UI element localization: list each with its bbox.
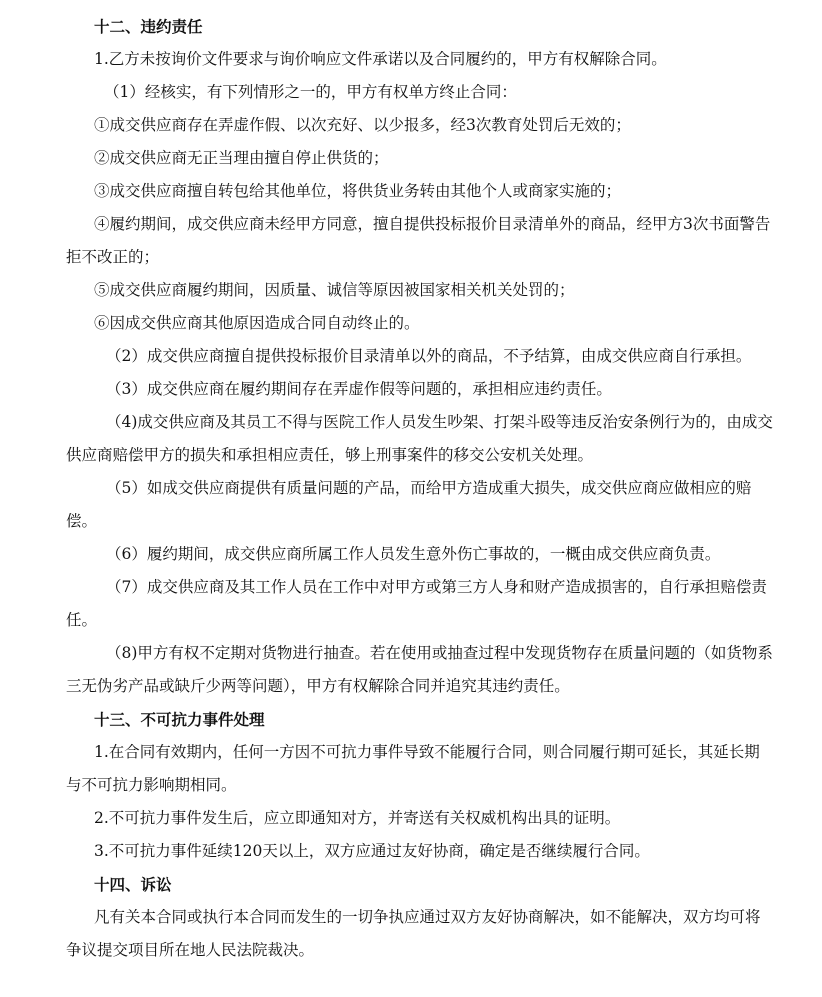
clause-14-1: 凡有关本合同或执行本合同而发生的一切争执应通过双方友好协商解决，如不能解决，双方均可将争议提交项目所在地人民法院裁决。 <box>66 908 761 959</box>
clause-12-1: 1.乙方未按询价文件要求与询价响应文件承诺以及合同履约的，甲方有权解除合同。 <box>94 50 667 68</box>
clause-12-1-3: （3）成交供应商在履约期间存在弄虚作假等问题的，承担相应违约责任。 <box>106 380 612 398</box>
clause-12-1-1-c: ③成交供应商擅自转包给其他单位，将供货业务转由其他个人或商家实施的； <box>94 182 622 200</box>
clause-13-1: 1.在合同有效期内，任何一方因不可抗力事件导致不能履行合同，则合同履行期可延长，其延长期与不可抗力影响期相同。 <box>66 743 760 794</box>
clause-12-1-1-f: ⑥因成交供应商其他原因造成合同自动终止的。 <box>94 314 420 332</box>
clause-12-1-7: （7）成交供应商及其工作人员在工作中对甲方或第三方人身和财产造成损害的，自行承担赔偿责任。 <box>66 578 767 629</box>
clause-12-1-2: （2）成交供应商擅自提供投标报价目录清单以外的商品，不予结算，由成交供应商自行承担。 <box>106 347 752 365</box>
clause-13-2: 2.不可抗力事件发生后，应立即通知对方，并寄送有关权威机构出具的证明。 <box>94 809 621 827</box>
clause-12-1-5: （5）如成交供应商提供有质量问题的产品，而给甲方造成重大损失，成交供应商应做相应的赔偿。 <box>66 479 752 530</box>
clause-12-1-1-d: ④履约期间，成交供应商未经甲方同意，擅自提供投标报价目录清单外的商品，经甲方3次书面警告拒不改正的； <box>66 215 771 266</box>
clause-12-1-6: （6）履约期间，成交供应商所属工作人员发生意外伤亡事故的，一概由成交供应商负责。 <box>106 545 721 563</box>
clause-12-1-4: （4)成交供应商及其员工不得与医院工作人员发生吵架、打架斗殴等违反治安条例行为的，由成交供应商赔偿甲方的损失和承担相应责任，够上刑事案件的移交公安机关处理。 <box>66 413 773 464</box>
clause-12-1-1-e: ⑤成交供应商履约期间，因质量、诚信等原因被国家相关机关处罚的； <box>94 281 575 299</box>
clause-12-1-1-a: ①成交供应商存在弄虚作假、以次充好、以少报多，经3次教育处罚后无效的； <box>94 116 631 134</box>
clause-12-1-1: （1）经核实，有下列情形之一的，甲方有权单方终止合同： <box>104 83 517 101</box>
clause-12-1-1-b: ②成交供应商无正当理由擅自停止供货的； <box>94 149 389 167</box>
section-heading-12: 十二、违约责任 <box>94 17 203 36</box>
clause-12-1-8: （8)甲方有权不定期对货物进行抽查。若在使用或抽查过程中发现货物存在质量问题的（如货物系三无伪劣产品或缺斤少两等问题），甲方有权解除合同并追究其违约责任。 <box>66 644 773 695</box>
section-heading-13: 十三、不可抗力事件处理 <box>94 710 265 729</box>
clause-13-3: 3.不可抗力事件延续120天以上，双方应通过友好协商，确定是否继续履行合同。 <box>94 842 650 860</box>
section-heading-14: 十四、诉讼 <box>94 875 172 894</box>
